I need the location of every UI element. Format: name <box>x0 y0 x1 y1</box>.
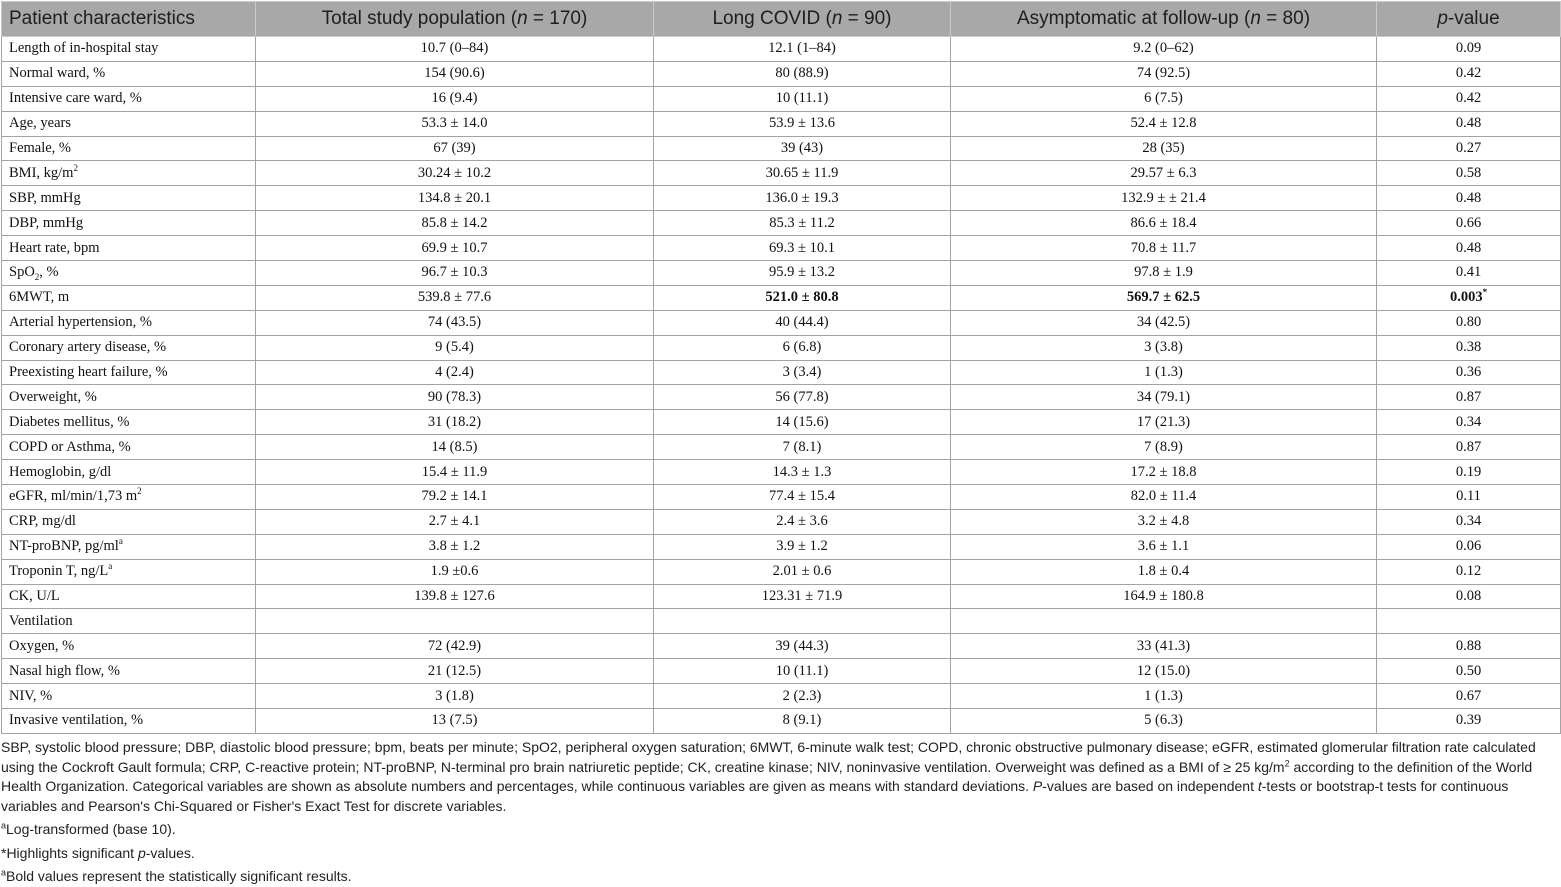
long-covid-value: 39 (43) <box>654 136 951 161</box>
row-label: Arterial hypertension, % <box>2 310 256 335</box>
asymptomatic-value: 82.0 ± 11.4 <box>951 485 1377 510</box>
total-population-value: 31 (18.2) <box>256 410 654 435</box>
p-value: 0.36 <box>1377 360 1561 385</box>
long-covid-value: 53.9 ± 13.6 <box>654 111 951 136</box>
row-label: Troponin T, $ng/L^a$ <box>2 559 256 584</box>
asymptomatic-value: 6 (7.5) <box>951 86 1377 111</box>
row-label: Diabetes mellitus, % <box>2 410 256 435</box>
asymptomatic-value: 1 (1.3) <box>951 684 1377 709</box>
total-population-value: 96.7 ± 10.3 <box>256 261 654 286</box>
long-covid-value: 30.65 ± 11.9 <box>654 161 951 186</box>
asymptomatic-value: 12 (15.0) <box>951 659 1377 684</box>
row-label: NT-proBNP, $pg/ml^a$ <box>2 534 256 559</box>
header-long-covid: Long COVID (n = 90) <box>654 2 951 37</box>
p-value: 0.87 <box>1377 435 1561 460</box>
row-label: Heart rate, bpm <box>2 236 256 261</box>
long-covid-value: 12.1 (1–84) <box>654 37 951 62</box>
asymptomatic-value: 7 (8.9) <box>951 435 1377 460</box>
total-population-value: 69.9 ± 10.7 <box>256 236 654 261</box>
long-covid-value: 95.9 ± 13.2 <box>654 261 951 286</box>
total-population-value: 4 (2.4) <box>256 360 654 385</box>
row-label: Intensive care ward, % <box>2 86 256 111</box>
table-row <box>2 509 1561 534</box>
long-covid-value: 77.4 ± 15.4 <box>654 485 951 510</box>
long-covid-value: 3 (3.4) <box>654 360 951 385</box>
header-asymptomatic: Asymptomatic at follow-up (n = 80) <box>951 2 1377 37</box>
asymptomatic-value: 3.6 ± 1.1 <box>951 534 1377 559</box>
p-value: 0.39 <box>1377 709 1561 734</box>
table-row <box>2 609 1561 634</box>
long-covid-value: 123.31 ± 71.9 <box>654 584 951 609</box>
table-row <box>2 61 1561 86</box>
table-row <box>2 111 1561 136</box>
row-label: eGFR, ml/min/1,73 $m^2$ <box>2 485 256 510</box>
p-value: 0.67 <box>1377 684 1561 709</box>
long-covid-value: 7 (8.1) <box>654 435 951 460</box>
asymptomatic-value: 74 (92.5) <box>951 61 1377 86</box>
total-population-value: 30.24 ± 10.2 <box>256 161 654 186</box>
total-population-value: 90 (78.3) <box>256 385 654 410</box>
table-body <box>2 37 1561 734</box>
table-row <box>2 460 1561 485</box>
long-covid-value: 136.0 ± 19.3 <box>654 186 951 211</box>
table-row <box>2 684 1561 709</box>
table-row <box>2 261 1561 286</box>
table-row <box>2 161 1561 186</box>
p-value: 0.80 <box>1377 310 1561 335</box>
p-value: 0.42 <box>1377 61 1561 86</box>
asymptomatic-value: 3.2 ± 4.8 <box>951 509 1377 534</box>
asymptomatic-value <box>951 609 1377 634</box>
row-label: Female, % <box>2 136 256 161</box>
row-label: BMI, $kg/m^2$ <box>2 161 256 186</box>
row-label: Length of in-hospital stay <box>2 37 256 62</box>
long-covid-value: 521.0 ± 80.8 <box>654 285 951 310</box>
table-row <box>2 37 1561 62</box>
table-footnotes <box>1 738 1559 887</box>
p-value: 0.87 <box>1377 385 1561 410</box>
total-population-value: 21 (12.5) <box>256 659 654 684</box>
asymptomatic-value: 17 (21.3) <box>951 410 1377 435</box>
long-covid-value: 6 (6.8) <box>654 335 951 360</box>
row-label: Nasal high flow, % <box>2 659 256 684</box>
long-covid-value: 39 (44.3) <box>654 634 951 659</box>
p-value: 0.12 <box>1377 559 1561 584</box>
p-value: 0.06 <box>1377 534 1561 559</box>
row-label: COPD or Asthma, % <box>2 435 256 460</box>
p-value: 0.003* <box>1377 285 1561 310</box>
p-value: 0.48 <box>1377 186 1561 211</box>
table-row <box>2 360 1561 385</box>
total-population-value: 15.4 ± 11.9 <box>256 460 654 485</box>
total-population-value: 16 (9.4) <box>256 86 654 111</box>
total-population-value: 9 (5.4) <box>256 335 654 360</box>
table-row <box>2 86 1561 111</box>
total-population-value: 139.8 ± 127.6 <box>256 584 654 609</box>
p-value: 0.66 <box>1377 211 1561 236</box>
row-label: SpO$_2$, % <box>2 261 256 286</box>
long-covid-value: 2.01 ± 0.6 <box>654 559 951 584</box>
footnote-bold-values: $^a$Bold values represent the statistically significant results. <box>1 867 352 884</box>
long-covid-value: 2 (2.3) <box>654 684 951 709</box>
long-covid-value: 3.9 ± 1.2 <box>654 534 951 559</box>
table-row <box>2 435 1561 460</box>
row-label: CK, U/L <box>2 584 256 609</box>
p-value <box>1377 609 1561 634</box>
total-population-value: 154 (90.6) <box>256 61 654 86</box>
table-row <box>2 584 1561 609</box>
p-value: 0.48 <box>1377 236 1561 261</box>
total-population-value: 79.2 ± 14.1 <box>256 485 654 510</box>
row-label: CRP, mg/dl <box>2 509 256 534</box>
asymptomatic-value: 9.2 (0–62) <box>951 37 1377 62</box>
total-population-value: 67 (39) <box>256 136 654 161</box>
table-row <box>2 136 1561 161</box>
header-patient-characteristics: Patient characteristics <box>2 2 256 37</box>
asymptomatic-value: 5 (6.3) <box>951 709 1377 734</box>
asymptomatic-value: 86.6 ± 18.4 <box>951 211 1377 236</box>
p-value: 0.50 <box>1377 659 1561 684</box>
abbreviation-note: SBP, systolic blood pressure; DBP, diastolic blood pressure; bpm, beats per minute; SpO2, peripheral oxygen saturation; 6MWT, 6-minute walk test; COPD, chronic obstructive pulmonary disease; eGFR, estimated glomerular filtration rate calculated using the Cockroft Gault formula; CRP, C-reactive protein; NT-proBNP, N-terminal pro brain natriuretic peptide; CK, creatine kinase; NIV, noninvasive ventilation. Overweight was defined as a BMI of ≥ 25 $kg/m^2$ according to the definition of the World Health Organization. Categorical variables are shown as absolute numbers and percentages, while continuous variables are given as means with standard deviations. P-values are based on independent t-tests or bootstrap-t tests for continuous variables and Pearson's Chi-Squared or Fisher's Exact Test for discrete variables. <box>1 739 1536 814</box>
table-row <box>2 335 1561 360</box>
patient-characteristics-table <box>1 1 1561 734</box>
p-value: 0.38 <box>1377 335 1561 360</box>
footnote-significant-p: *Highlights significant p-values. <box>1 844 195 861</box>
total-population-value: 1.9 ±0.6 <box>256 559 654 584</box>
long-covid-value <box>654 609 951 634</box>
row-label: Age, years <box>2 111 256 136</box>
total-population-value: 539.8 ± 77.6 <box>256 285 654 310</box>
total-population-value: 72 (42.9) <box>256 634 654 659</box>
total-population-value <box>256 609 654 634</box>
row-label: Hemoglobin, g/dl <box>2 460 256 485</box>
table-row <box>2 485 1561 510</box>
p-value: 0.48 <box>1377 111 1561 136</box>
asymptomatic-value: 33 (41.3) <box>951 634 1377 659</box>
total-population-value: 74 (43.5) <box>256 310 654 335</box>
row-label: Oxygen, % <box>2 634 256 659</box>
row-label: Normal ward, % <box>2 61 256 86</box>
row-label: Overweight, % <box>2 385 256 410</box>
table-row <box>2 659 1561 684</box>
asymptomatic-value: 29.57 ± 6.3 <box>951 161 1377 186</box>
asymptomatic-value: 34 (79.1) <box>951 385 1377 410</box>
long-covid-value: 40 (44.4) <box>654 310 951 335</box>
asymptomatic-value: 28 (35) <box>951 136 1377 161</box>
table-row <box>2 186 1561 211</box>
total-population-value: 3 (1.8) <box>256 684 654 709</box>
p-value: 0.19 <box>1377 460 1561 485</box>
asymptomatic-value: 1.8 ± 0.4 <box>951 559 1377 584</box>
header-total-population: Total study population (n = 170) <box>256 2 654 37</box>
table-row <box>2 559 1561 584</box>
long-covid-value: 80 (88.9) <box>654 61 951 86</box>
footnote-log-transformed: $^a$Log-transformed (base 10). <box>1 820 176 837</box>
total-population-value: 13 (7.5) <box>256 709 654 734</box>
row-label: Coronary artery disease, % <box>2 335 256 360</box>
asymptomatic-value: 34 (42.5) <box>951 310 1377 335</box>
table-row <box>2 634 1561 659</box>
row-label: Ventilation <box>2 609 256 634</box>
asymptomatic-value: 132.9 ± ± 21.4 <box>951 186 1377 211</box>
total-population-value: 53.3 ± 14.0 <box>256 111 654 136</box>
asymptomatic-value: 52.4 ± 12.8 <box>951 111 1377 136</box>
total-population-value: 14 (8.5) <box>256 435 654 460</box>
p-value: 0.09 <box>1377 37 1561 62</box>
long-covid-value: 10 (11.1) <box>654 659 951 684</box>
p-value: 0.58 <box>1377 161 1561 186</box>
table-header-row <box>2 2 1561 37</box>
p-value: 0.08 <box>1377 584 1561 609</box>
row-label: Preexisting heart failure, % <box>2 360 256 385</box>
asymptomatic-value: 164.9 ± 180.8 <box>951 584 1377 609</box>
row-label: DBP, mmHg <box>2 211 256 236</box>
asymptomatic-value: 70.8 ± 11.7 <box>951 236 1377 261</box>
p-value: 0.34 <box>1377 509 1561 534</box>
p-value: 0.41 <box>1377 261 1561 286</box>
table-row <box>2 285 1561 310</box>
long-covid-value: 14.3 ± 1.3 <box>654 460 951 485</box>
long-covid-value: 2.4 ± 3.6 <box>654 509 951 534</box>
asymptomatic-value: 17.2 ± 18.8 <box>951 460 1377 485</box>
p-value: 0.11 <box>1377 485 1561 510</box>
total-population-value: 2.7 ± 4.1 <box>256 509 654 534</box>
long-covid-value: 8 (9.1) <box>654 709 951 734</box>
total-population-value: 85.8 ± 14.2 <box>256 211 654 236</box>
p-value: 0.42 <box>1377 86 1561 111</box>
table-row <box>2 709 1561 734</box>
total-population-value: 3.8 ± 1.2 <box>256 534 654 559</box>
long-covid-value: 56 (77.8) <box>654 385 951 410</box>
header-p-value: p-value <box>1377 2 1561 37</box>
table-row <box>2 310 1561 335</box>
long-covid-value: 69.3 ± 10.1 <box>654 236 951 261</box>
row-label: 6MWT, m <box>2 285 256 310</box>
p-value: 0.88 <box>1377 634 1561 659</box>
asymptomatic-value: 569.7 ± 62.5 <box>951 285 1377 310</box>
total-population-value: 10.7 (0–84) <box>256 37 654 62</box>
asymptomatic-value: 1 (1.3) <box>951 360 1377 385</box>
table-row <box>2 211 1561 236</box>
row-label: SBP, mmHg <box>2 186 256 211</box>
row-label: Invasive ventilation, % <box>2 709 256 734</box>
p-value: 0.34 <box>1377 410 1561 435</box>
asymptomatic-value: 97.8 ± 1.9 <box>951 261 1377 286</box>
total-population-value: 134.8 ± 20.1 <box>256 186 654 211</box>
long-covid-value: 10 (11.1) <box>654 86 951 111</box>
row-label: NIV, % <box>2 684 256 709</box>
asymptomatic-value: 3 (3.8) <box>951 335 1377 360</box>
long-covid-value: 85.3 ± 11.2 <box>654 211 951 236</box>
p-value: 0.27 <box>1377 136 1561 161</box>
table-row <box>2 534 1561 559</box>
long-covid-value: 14 (15.6) <box>654 410 951 435</box>
table-row <box>2 385 1561 410</box>
table-row <box>2 410 1561 435</box>
table-row <box>2 236 1561 261</box>
